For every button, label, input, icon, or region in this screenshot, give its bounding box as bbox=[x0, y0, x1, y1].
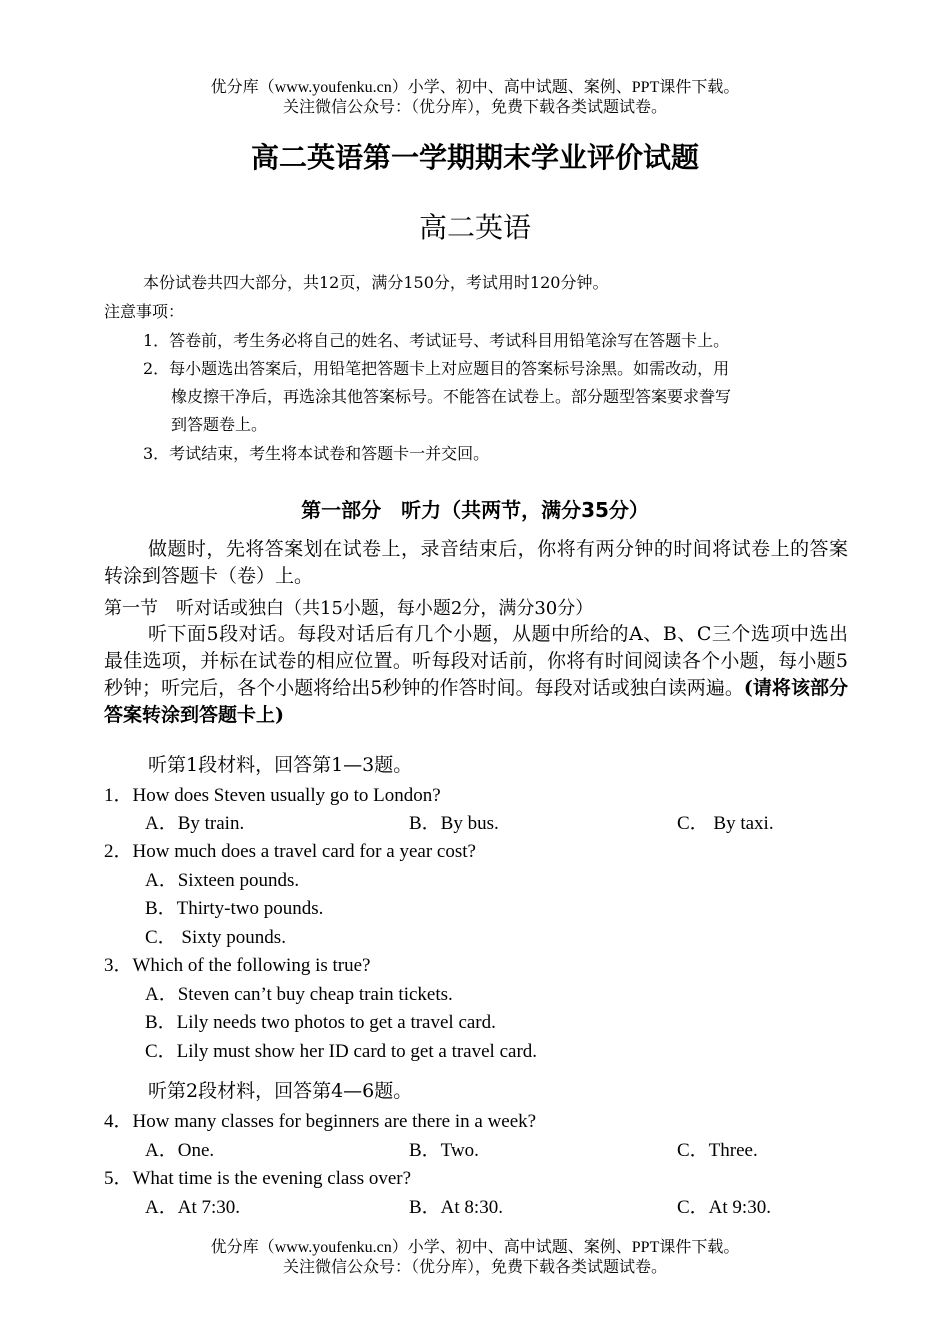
header-line-2: 关注微信公众号：（优分库），免费下载各类试题试卷。 bbox=[282, 99, 667, 116]
question-2-option-a[interactable]: A．Sixteen pounds. bbox=[145, 870, 300, 891]
exam-title: 高二英语第一学期期末学业评价试题 bbox=[250, 141, 699, 174]
notes-heading: 注意事项： bbox=[104, 302, 185, 321]
question-1-stem: 1．How does Steven usually go to London? bbox=[104, 785, 441, 806]
question-4-option-c[interactable]: C．Three. bbox=[677, 1140, 758, 1161]
intro-text: 本份试卷共四大部分，共12页，满分150分，考试用时120分钟。 bbox=[143, 273, 609, 292]
material-2-prompt: 听第2段材料，回答第4—6题。 bbox=[148, 1080, 413, 1102]
part1-heading: 第一部分 听力（共两节，满分35分） bbox=[301, 498, 649, 522]
page-footer bbox=[0, 1238, 950, 1278]
question-3-option-b[interactable]: B．Lily needs two photos to get a travel card. bbox=[145, 1012, 496, 1033]
question-4-stem: 4．How many classes for beginners are there in a week? bbox=[104, 1111, 537, 1132]
question-2-stem: 2．How much does a travel card for a year cost? bbox=[104, 841, 476, 862]
question-2-option-b[interactable]: B．Thirty-two pounds. bbox=[145, 898, 324, 919]
footer-line-1: 优分库（www.youfenku.cn）小学、初中、高中试题、案例、PPT课件下载。 bbox=[210, 1239, 740, 1256]
question-4-option-a[interactable]: A．One. bbox=[145, 1140, 215, 1161]
question-1-option-c[interactable]: C． By taxi. bbox=[677, 813, 774, 834]
question-3-option-a[interactable]: A．Steven can’t buy cheap train tickets. bbox=[145, 984, 453, 1005]
section1-heading: 第一节 听对话或独白（共15小题，每小题2分，满分30分） bbox=[104, 598, 594, 619]
question-5-option-c[interactable]: C．At 9:30. bbox=[677, 1197, 771, 1218]
section1-desc-text: 听下面5段对话。每段对话后有几个小题，从题中所给的A、B、C三个选项中选出最佳选项，并标在试卷的相应位置。听每段对话前，你将有时间阅读各个小题，每小题5秒钟；听完后，各个小题将给出5秒钟的作答时间。每段对话或独白读两遍。 bbox=[104, 623, 848, 699]
question-1-option-b[interactable]: B．By bus. bbox=[409, 813, 499, 834]
question-5-option-b[interactable]: B．At 8:30. bbox=[409, 1197, 503, 1218]
question-3-option-c[interactable]: C．Lily must show her ID card to get a travel card. bbox=[145, 1041, 538, 1062]
question-5-option-a[interactable]: A．At 7:30. bbox=[145, 1197, 241, 1218]
note-item-2-line-2: 橡皮擦干净后，再选涂其他答案标号。不能答在试卷上。部分题型答案要求誊写 bbox=[171, 387, 732, 406]
note-item-2-line-1: 2．每小题选出答案后，用铅笔把答题卡上对应题目的答案标号涂黑。如需改动，用 bbox=[143, 359, 730, 378]
question-3-stem: 3．Which of the following is true? bbox=[104, 955, 371, 976]
note-item-1: 1．答卷前，考生务必将自己的姓名、考试证号、考试科目用铅笔涂写在答题卡上。 bbox=[143, 331, 730, 350]
footer-line-2: 关注微信公众号：（优分库），免费下载各类试题试卷。 bbox=[282, 1259, 667, 1276]
note-item-3: 3．考试结束，考生将本试卷和答题卡一并交回。 bbox=[143, 444, 490, 463]
question-2-option-c[interactable]: C． Sixty pounds. bbox=[145, 927, 286, 948]
section1-desc-bold: (请将该部分答案转涂到答题卡上) bbox=[104, 677, 848, 726]
question-1-option-a[interactable]: A．By train. bbox=[145, 813, 245, 834]
page-header bbox=[0, 78, 950, 118]
section1-description bbox=[104, 621, 848, 729]
question-4-option-b[interactable]: B．Two. bbox=[409, 1140, 479, 1161]
part1-instructions: 做题时，先将答案划在试卷上，录音结束后，你将有两分钟的时间将试卷上的答案转涂到答题卡（卷）上。 bbox=[104, 538, 848, 587]
material-1-prompt: 听第1段材料，回答第1—3题。 bbox=[148, 754, 413, 776]
exam-subtitle: 高二英语 bbox=[418, 211, 531, 244]
note-item-2-line-3: 到答题卷上。 bbox=[171, 415, 268, 434]
question-5-stem: 5．What time is the evening class over? bbox=[104, 1168, 412, 1189]
header-line-1: 优分库（www.youfenku.cn）小学、初中、高中试题、案例、PPT课件下载。 bbox=[210, 79, 740, 96]
